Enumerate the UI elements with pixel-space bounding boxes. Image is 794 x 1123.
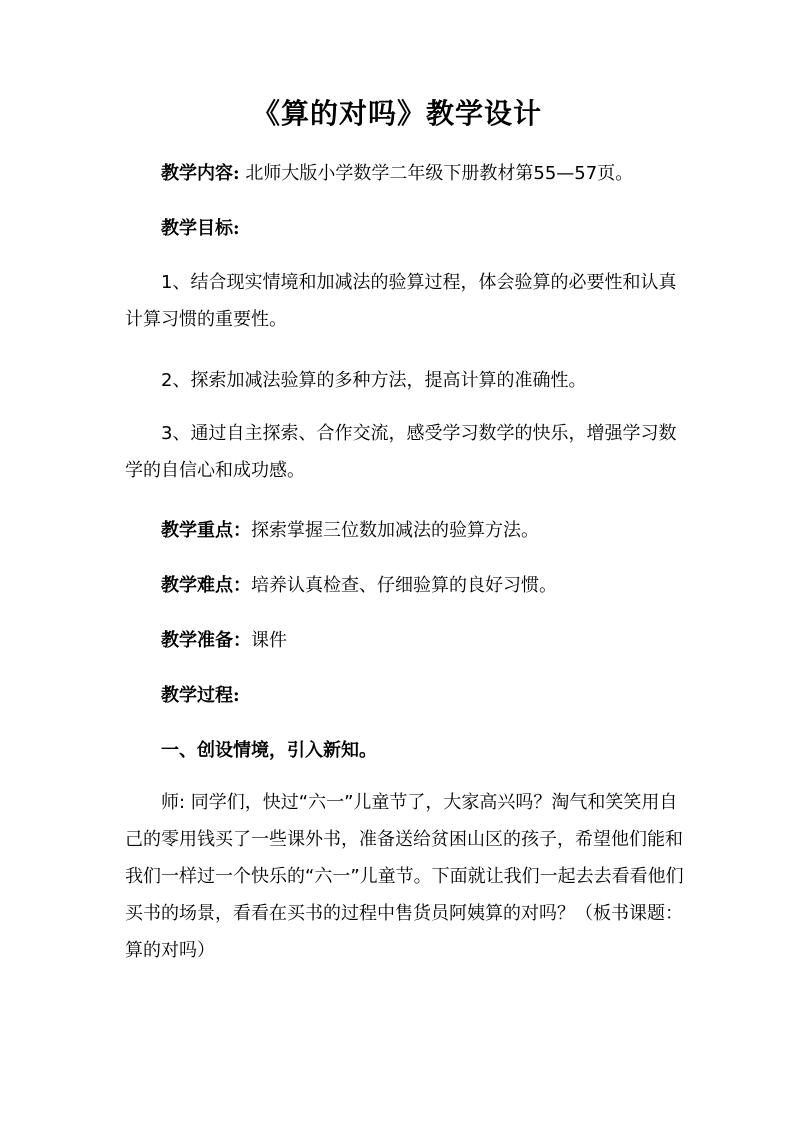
preparation-line	[161, 627, 681, 655]
preparation-text: 课件	[251, 630, 287, 651]
teaching-content-line	[161, 160, 681, 188]
teaching-goals-label: 教学目标:	[161, 218, 240, 239]
teaching-content-text: 北师大版小学数学二年级下册教材第55—57页。	[245, 163, 634, 184]
section1-heading	[161, 737, 681, 765]
teaching-goals-heading	[161, 215, 681, 243]
difficulty-line	[161, 572, 681, 600]
preparation-label: 教学准备：	[161, 630, 251, 651]
key-point-text: 探索掌握三位数加减法的验算方法。	[251, 520, 539, 541]
key-point-label: 教学重点：	[161, 520, 251, 541]
key-point-line	[161, 517, 681, 545]
section1-paragraph	[125, 784, 685, 969]
goal-item-2-text: 2、探索加减法验算的多种方法，提高计算的准确性。	[161, 370, 587, 391]
difficulty-text: 培养认真检查、仔细验算的良好习惯。	[251, 575, 557, 596]
section1-paragraph-text: 师: 同学们，快过“六一”儿童节了，大家高兴吗？淘气和笑笑用自己的零用钱买了一些课外书，准备送给贫困山区的孩子，希望他们能和我们一样过一个快乐的“六一”儿童节。下面就让我们一起去去看看他们买书的场景，看看在买书的过程中售货员阿姨算的对吗？（板书课题：算的对吗）	[125, 792, 684, 961]
difficulty-label: 教学难点：	[161, 575, 251, 596]
section1-heading-text: 一、创设情境，引入新知。	[161, 740, 377, 761]
goal-item-1	[125, 264, 685, 338]
teaching-content-label: 教学内容:	[161, 163, 240, 184]
goal-item-1-text: 1、结合现实情境和加减法的验算过程，体会验算的必要性和认真计算习惯的重要性。	[125, 272, 677, 330]
process-heading	[161, 682, 681, 710]
goal-item-3	[125, 415, 685, 489]
document-title: 《算的对吗》教学设计	[251, 97, 542, 130]
process-label: 教学过程:	[161, 685, 240, 706]
goal-item-2	[125, 362, 685, 399]
goal-item-3-text: 3、通过自主探索、合作交流，感受学习数学的快乐，增强学习数学的自信心和成功感。	[125, 423, 677, 481]
